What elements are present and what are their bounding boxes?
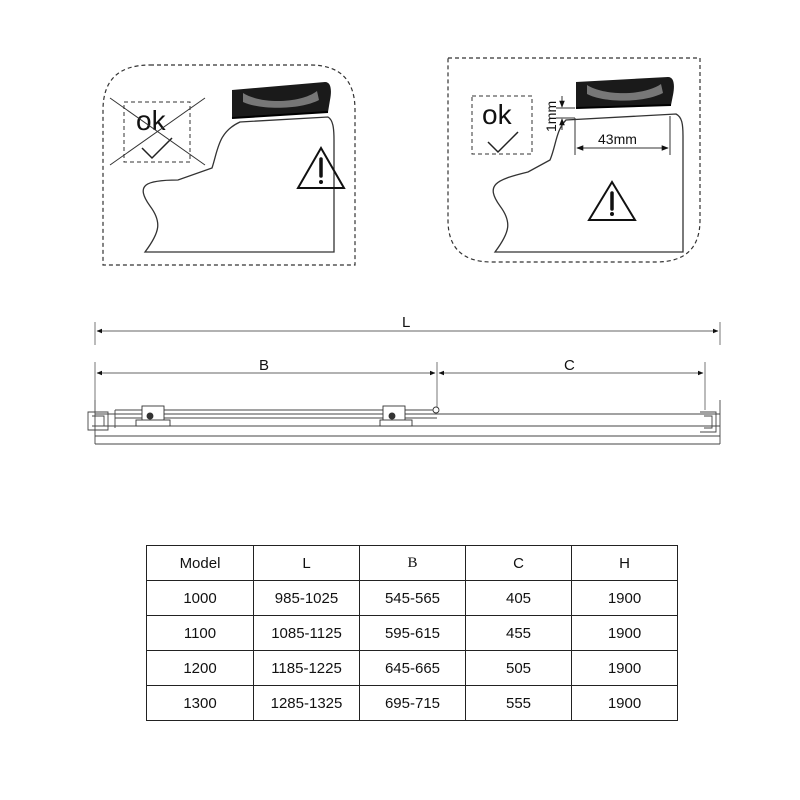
- right-wall-profile: [700, 412, 716, 432]
- check-icon-right: [488, 132, 518, 152]
- detail-right-panel: [448, 58, 700, 262]
- cell-H: 1900: [572, 616, 678, 651]
- cell-B: 695-715: [360, 686, 466, 721]
- header-B: B: [360, 546, 466, 581]
- header-model: Model: [147, 546, 254, 581]
- profile-handle-left: [232, 82, 331, 118]
- table-row: [147, 651, 678, 686]
- cell-L: 1085-1125: [254, 616, 360, 651]
- cell-C: 405: [466, 581, 572, 616]
- warning-icon-left: [298, 148, 344, 188]
- cell-L: 1185-1225: [254, 651, 360, 686]
- gap-label: 1mm: [543, 100, 559, 132]
- cell-model: 1300: [147, 686, 254, 721]
- header-L: L: [254, 546, 360, 581]
- gap-dimension: [543, 96, 575, 132]
- dimension-table: [146, 545, 678, 721]
- profile-handle-right: [576, 77, 674, 108]
- cell-B: 595-615: [360, 616, 466, 651]
- table-row: [147, 686, 678, 721]
- cell-C: 555: [466, 686, 572, 721]
- detail-right-wall-outline: [493, 114, 683, 252]
- check-icon-left: [142, 138, 172, 158]
- table-row: [147, 581, 678, 616]
- cell-model: 1100: [147, 616, 254, 651]
- cell-H: 1900: [572, 651, 678, 686]
- plan-view: [88, 314, 720, 444]
- cell-L: 1285-1325: [254, 686, 360, 721]
- table-header-row: [147, 546, 678, 581]
- cell-model: 1200: [147, 651, 254, 686]
- dim-label-C: C: [564, 357, 575, 374]
- ok-label-left: ok: [136, 105, 166, 136]
- door-stop-knob: [433, 407, 439, 413]
- detail-left-wall-outline: [143, 117, 334, 252]
- cell-C: 455: [466, 616, 572, 651]
- header-C: C: [466, 546, 572, 581]
- cell-L: 985-1025: [254, 581, 360, 616]
- ok-label-right: ok: [482, 99, 512, 130]
- dim-label-L: L: [402, 314, 411, 331]
- cell-model: 1000: [147, 581, 254, 616]
- left-wall-profile: [88, 412, 108, 430]
- detail-left-panel: [103, 65, 355, 265]
- cell-B: 645-665: [360, 651, 466, 686]
- roller-right: [380, 406, 412, 426]
- roller-left: [136, 406, 170, 426]
- table-row: [147, 616, 678, 651]
- dim-label-B: B: [259, 357, 270, 374]
- cell-C: 505: [466, 651, 572, 686]
- width-dimension: [575, 116, 670, 155]
- header-H: H: [572, 546, 678, 581]
- cell-H: 1900: [572, 686, 678, 721]
- cell-B: 545-565: [360, 581, 466, 616]
- warning-icon-right: [589, 182, 635, 220]
- width-label: 43mm: [598, 131, 637, 147]
- cell-H: 1900: [572, 581, 678, 616]
